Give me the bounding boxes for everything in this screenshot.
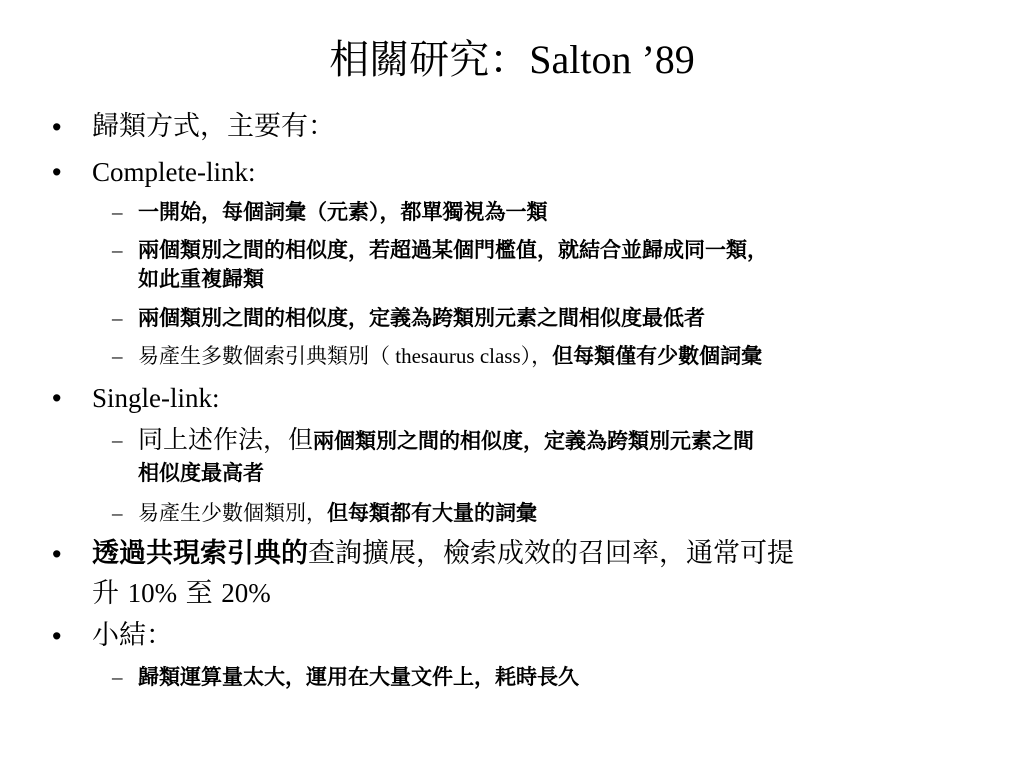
sub-item-text-a: 易產生多數個索引典類別（ <box>138 344 390 368</box>
sub-item-text-b: ）， <box>520 344 553 368</box>
bullet-text-a: 升 <box>92 578 128 609</box>
sub-item-text-rest: 兩個類別之間的相似度，定義為跨類別元素之間 <box>313 429 755 453</box>
dash-marker: – <box>112 238 123 262</box>
bullet-text-classification: 歸類方式，主要有： <box>92 111 335 142</box>
bullet-text <box>92 537 794 571</box>
bullet-text-number: 10% <box>127 578 178 608</box>
bullet-text-number: 20% <box>221 578 271 608</box>
sub-item-text <box>138 341 762 371</box>
sub-item-text-latin: thesaurus class <box>390 344 521 368</box>
sub-item-text-large: 同上述作法，但 <box>138 425 314 454</box>
dash-marker: – <box>112 200 123 224</box>
sub-item-text: 相似度最高者 <box>138 461 264 485</box>
sub-item-text-normal: 兩個類別之間的相似度，定義為跨類別元素之間 <box>138 306 579 330</box>
sub-item-text: 兩個類別之間的相似度，若超過某個門檻值，就結合並歸成同一類， <box>138 238 768 262</box>
sub-item-text: 歸類運算量太大，運用在大量文件上，耗時長久 <box>138 665 579 689</box>
bullet-text-b: 至 <box>177 578 222 609</box>
sub-item-text: 一開始，每個詞彙（元素），都單獨視為一類 <box>138 200 548 224</box>
bullet-text-complete-link: Complete-link: <box>92 157 256 187</box>
bullet-marker: • <box>52 383 62 413</box>
dash-marker: – <box>112 665 123 689</box>
sub-item-text <box>138 425 754 456</box>
sub-item-text: 如此重複歸類 <box>138 267 264 291</box>
bullet-text <box>92 576 271 611</box>
title-latin: Salton ’89 <box>529 37 695 82</box>
bullet-text-rest: 查詢擴展，檢索成效的召回率，通常可提 <box>308 538 794 569</box>
bullet-text-single-link: Single-link: <box>92 383 220 413</box>
bullet-text-summary: 小結： <box>92 620 173 651</box>
title-cjk: 相關研究： <box>329 37 530 83</box>
dash-marker: – <box>112 306 123 330</box>
sub-item-text-bold: 但每類都有大量的詞彙 <box>327 501 537 525</box>
sub-item-text-bold: 相似度最低者 <box>579 306 705 330</box>
dash-marker: – <box>112 344 123 368</box>
bullet-marker: • <box>52 539 62 569</box>
page-title <box>0 34 1024 86</box>
sub-item-text <box>138 498 537 528</box>
bullet-marker: • <box>52 157 62 187</box>
bullet-marker: • <box>52 621 62 651</box>
dash-marker: – <box>112 428 123 452</box>
bullet-marker: • <box>52 112 62 142</box>
sub-item-text-bold: 但每類僅有少數個詞彙 <box>552 344 763 368</box>
sub-item-text <box>138 303 705 333</box>
bullet-text-bold: 透過共現索引典的 <box>92 538 308 569</box>
dash-marker: – <box>112 501 123 525</box>
sub-item-text-normal: 易產生少數個類別， <box>138 501 327 525</box>
